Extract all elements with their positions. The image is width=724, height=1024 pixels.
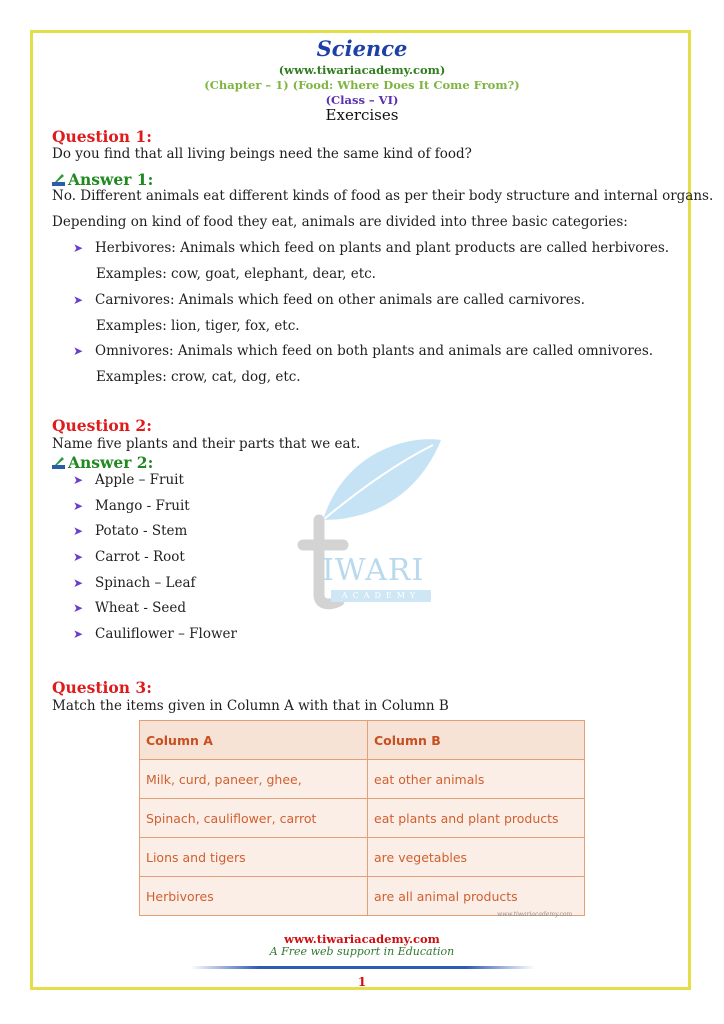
footer-url[interactable]: www.tiwariacademy.com — [284, 932, 440, 946]
page-number: 1 — [357, 975, 367, 989]
list-item: ➤ Omnivores: Animals which feed on both plants and animals are called omnivores. — [73, 343, 654, 359]
match-table — [139, 720, 585, 916]
table-cell: are vegetables — [368, 838, 585, 877]
question-3-label: Question 3: — [52, 678, 152, 697]
table-cell: Herbivores — [140, 877, 368, 916]
table-row — [140, 838, 585, 877]
arrow-bullet-icon: ➤ — [73, 241, 84, 255]
class-label: (Class – VI) — [325, 93, 399, 107]
question-1-label: Question 1: — [52, 127, 152, 146]
table-watermark: www.tiwariacademy.com — [497, 911, 573, 918]
column-b-header: Column B — [368, 721, 585, 760]
table-cell: eat plants and plant products — [368, 799, 585, 838]
list-item: ➤ Spinach – Leaf — [73, 575, 196, 591]
table-cell: Milk, curd, paneer, ghee, — [140, 760, 368, 799]
table-row — [140, 799, 585, 838]
table-cell: Spinach, cauliflower, carrot — [140, 799, 368, 838]
table-row — [140, 877, 585, 916]
page-title: Science — [316, 36, 408, 61]
section-title: Exercises — [325, 106, 399, 124]
answer-1-line-2: Depending on kind of food they eat, animals are divided into three basic categories: — [52, 214, 628, 230]
header-url: (www.tiwariacademy.com) — [278, 63, 446, 77]
arrow-bullet-icon: ➤ — [73, 576, 84, 590]
list-item: ➤ Mango - Fruit — [73, 498, 190, 514]
list-item: ➤ Potato - Stem — [73, 523, 188, 539]
list-item: ➤ Wheat - Seed — [73, 600, 187, 616]
watermark-text: IWARI — [322, 553, 425, 588]
question-2-label: Question 2: — [52, 416, 152, 435]
arrow-bullet-icon: ➤ — [73, 524, 84, 538]
answer-1-heading — [52, 170, 153, 189]
example-text: Examples: crow, cat, dog, etc. — [96, 369, 301, 385]
question-1-text: Do you find that all living beings need the same kind of food? — [52, 146, 472, 162]
answer-2-label: Answer 2: — [68, 453, 154, 472]
answer-1-line-1: No. Different animals eat different kinds of food as per their body structure and internal organs. — [52, 188, 714, 204]
table-row — [140, 760, 585, 799]
arrow-bullet-icon: ➤ — [73, 627, 84, 641]
pen-icon — [52, 456, 65, 469]
table-cell: Lions and tigers — [140, 838, 368, 877]
arrow-bullet-icon: ➤ — [73, 550, 84, 564]
arrow-bullet-icon: ➤ — [73, 344, 84, 358]
table-cell: are all animal products — [368, 877, 585, 916]
column-a-header: Column A — [140, 721, 368, 760]
footer-divider — [190, 966, 535, 969]
list-item: ➤ Carnivores: Animals which feed on other animals are called carnivores. — [73, 292, 585, 308]
arrow-bullet-icon: ➤ — [73, 601, 84, 615]
watermark-subtext: ACADEMY — [331, 590, 431, 602]
list-item: ➤ Carrot - Root — [73, 549, 185, 565]
pen-icon — [52, 173, 65, 186]
arrow-bullet-icon: ➤ — [73, 293, 84, 307]
list-item: ➤ Cauliflower – Flower — [73, 626, 237, 642]
example-text: Examples: cow, goat, elephant, dear, etc. — [96, 266, 376, 282]
list-item: ➤ Herbivores: Animals which feed on plants and plant products are called herbivores. — [73, 240, 670, 256]
example-text: Examples: lion, tiger, fox, etc. — [96, 318, 300, 334]
chapter-title: (Chapter – 1) (Food: Where Does It Come From?) — [204, 78, 520, 92]
table-cell: eat other animals — [368, 760, 585, 799]
list-item: ➤ Apple – Fruit — [73, 472, 184, 488]
answer-1-label: Answer 1: — [68, 170, 154, 189]
arrow-bullet-icon: ➤ — [73, 473, 84, 487]
question-2-text: Name five plants and their parts that we eat. — [52, 436, 361, 452]
question-3-text: Match the items given in Column A with that in Column B — [52, 698, 449, 714]
answer-2-heading — [52, 453, 153, 472]
table-header-row — [140, 721, 585, 760]
arrow-bullet-icon: ➤ — [73, 499, 84, 513]
footer-tagline: A Free web support in Education — [269, 945, 455, 958]
